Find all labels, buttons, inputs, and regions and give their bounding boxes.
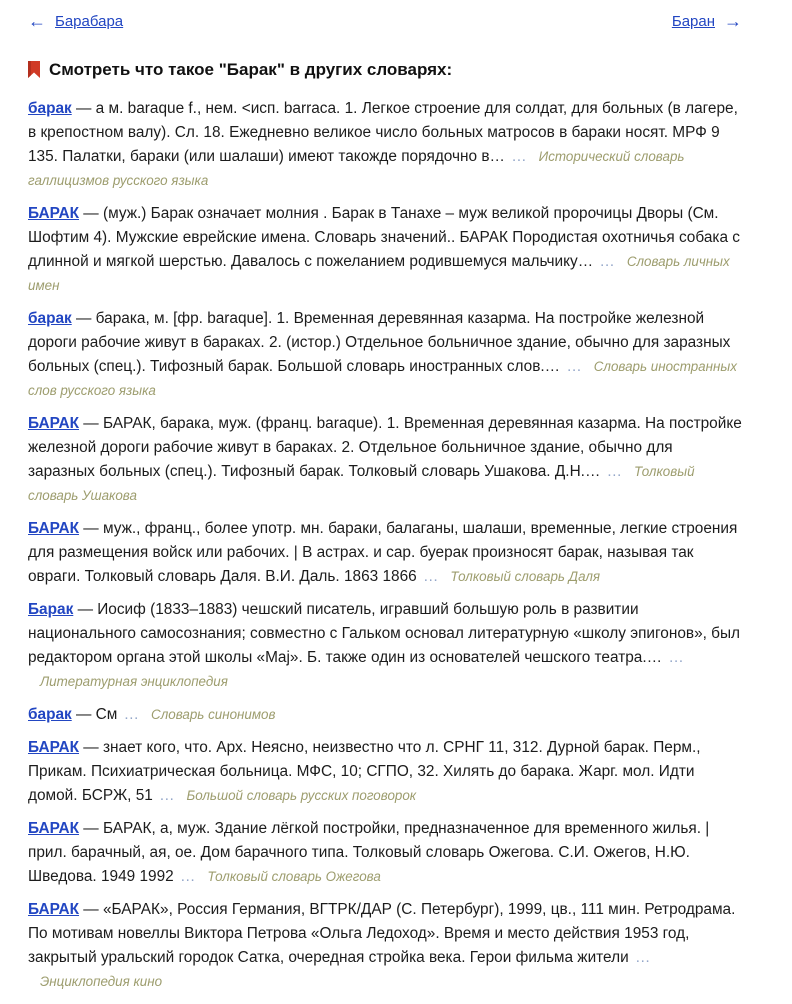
dictionary-entry-10 [28, 898, 742, 994]
prev-entry-label: Барабара [55, 12, 124, 30]
dictionary-entry-9 [28, 817, 742, 889]
page-title: Смотреть что такое "Барак" в других словарях: [49, 60, 453, 79]
entries-list [28, 97, 742, 994]
top-nav [28, 12, 742, 30]
entry-term-link[interactable]: Барак [28, 601, 74, 619]
next-entry-label: Баран [671, 12, 715, 30]
source-dictionary-link[interactable]: Энциклопедия кино [40, 974, 163, 990]
entry-snippet-text: — барака, м. [фр. baraque]. 1. Временная деревянная казарма. На постройке железной дороги рабочие живут в бараках. 2. (истор.) Отдельное больничное здание, обычно для заразных больных (спец.). Тифозный барак. Большой словарь иностранных слов.… [28, 310, 731, 376]
more-ellipsis-link[interactable]: … [599, 253, 615, 271]
next-entry-link[interactable] [672, 12, 742, 30]
source-dictionary-link[interactable]: Словарь иностранных слов русского языка [28, 359, 737, 399]
prev-entry-link[interactable] [28, 12, 123, 30]
dictionary-entry-6 [28, 598, 742, 694]
dictionary-entry-4 [28, 412, 742, 508]
entry-term-link[interactable]: барак [28, 706, 72, 724]
entry-snippet-text: — (муж.) Барак означает молния . Барак в Танахе – муж великой пророчицы Дворы (См. Шофтим 4). Мужские еврейские имена. Словарь значений.. БАРАК Породистая охотничья собака с длинной и мягкой шерстью. Давалось с пожеланием родившемуся мальчику… [28, 205, 740, 271]
source-dictionary-link[interactable]: Словарь личных имен [28, 254, 730, 294]
entry-term-link[interactable]: БАРАК [28, 739, 80, 757]
more-ellipsis-link[interactable]: … [566, 358, 582, 376]
entry-term-link[interactable]: БАРАК [28, 520, 80, 538]
dictionary-entry-1 [28, 97, 742, 193]
source-dictionary-link[interactable]: Словарь синонимов [151, 707, 276, 723]
dictionary-entry-8 [28, 736, 742, 808]
entry-term-link[interactable]: БАРАК [28, 205, 80, 223]
more-ellipsis-link[interactable]: … [123, 706, 140, 724]
dictionary-entry-3 [28, 307, 742, 403]
dictionary-entry-5 [28, 517, 742, 589]
left-arrow-icon: ← [28, 11, 46, 31]
more-ellipsis-link[interactable]: … [668, 649, 684, 667]
entry-snippet-text: — знает кого, что. Арх. Неясно, неизвестно что л. СРНГ 11, 312. Дурной барак. Перм., Прикам. Психиатрическая больница. МФС, 10; СГПО, 32. Хилять до барака. Жарг. мол. Идти домой. БСРЖ, 51 [28, 739, 701, 805]
source-dictionary-link[interactable]: Исторический словарь галлицизмов русского языка [28, 149, 685, 189]
dictionary-page [28, 12, 742, 994]
dictionary-entry-7 [28, 703, 742, 727]
right-arrow-icon: → [724, 11, 742, 31]
entry-term-link[interactable]: БАРАК [28, 820, 80, 838]
entry-term-link[interactable]: БАРАК [28, 901, 80, 919]
source-dictionary-link[interactable]: Большой словарь русских поговорок [186, 788, 417, 804]
source-dictionary-link[interactable]: Толковый словарь Даля [450, 569, 601, 585]
entry-term-link[interactable]: барак [28, 310, 72, 328]
entry-snippet-text: — муж., франц., более употр. мн. бараки, балаганы, шалаши, временные, легкие строения для размещения войск или рабочих. | В астрах. и сар. буерак произносят барак, называя так овраги. Толковый словарь Даля. В.И. Даль. 1863 1866 [28, 520, 738, 586]
entry-snippet-text: — См [76, 706, 122, 724]
more-ellipsis-link[interactable]: … [606, 463, 623, 481]
more-ellipsis-link[interactable]: … [159, 787, 175, 805]
entry-snippet-text: — БАРАК, барака, муж. (франц. baraque). 1. Временная деревянная казарма. На постройке железной дороги рабочие живут в бараках. 2. Отдельное больничное здание, обычно для заразных больных (спец.). Тифозный барак. Толковый словарь Ушакова. Д.Н.… [28, 415, 742, 481]
more-ellipsis-link[interactable]: … [423, 568, 439, 586]
entry-term-link[interactable]: барак [28, 100, 72, 118]
source-dictionary-link[interactable]: Толковый словарь Ожегова [207, 869, 381, 885]
more-ellipsis-link[interactable]: … [634, 949, 651, 967]
heading-row [28, 60, 742, 80]
source-dictionary-link[interactable]: Литературная энциклопедия [40, 674, 228, 690]
entry-snippet-text: — «БАРАК», Россия Германия, ВГТРК/ДАР (С. Петербург), 1999, цв., 111 мин. Ретродрама. По мотивам новеллы Виктора Петрова «Ольга Ледоход». Время и место действия 1953 год, закрытый уральский городок Сатка, очередная стройка века. Герои фильма жители [28, 901, 736, 967]
more-ellipsis-link[interactable]: … [180, 868, 196, 886]
source-dictionary-link[interactable]: Толковый словарь Ушакова [28, 464, 695, 504]
more-ellipsis-link[interactable]: … [511, 148, 527, 166]
entry-snippet-text: — БАРАК, а, муж. Здание лёгкой постройки, предназначенное для временного жилья. | прил. барачный, ая, ое. Дом барачного типа. Толковый словарь Ожегова. С.И. Ожегов, Н.Ю. Шведова. 1949 1992 [28, 820, 710, 886]
entry-snippet-text: — Иосиф (1833–1883) чешский писатель, игравший большую роль в развитии национального самосознания; совместно с Гальком основал литературную «школу эпигонов», был редактором органа этой школы «Maj». Б. также один из основателей чешского театра.… [28, 601, 741, 667]
entry-term-link[interactable]: БАРАК [28, 415, 80, 433]
dictionary-entry-2 [28, 202, 742, 298]
bookmark-icon [28, 61, 40, 78]
entry-snippet-text: — а м. baraque f., нем. <исп. barraca. 1. Легкое строение для солдат, для больных (в лагере, в крепостном валу). Сл. 18. Ежедневно великое число больных матросов в бараки носят. МРФ 9 135. Палатки, бараки (или шалаши) имеют такожде порядочно в… [28, 100, 738, 166]
